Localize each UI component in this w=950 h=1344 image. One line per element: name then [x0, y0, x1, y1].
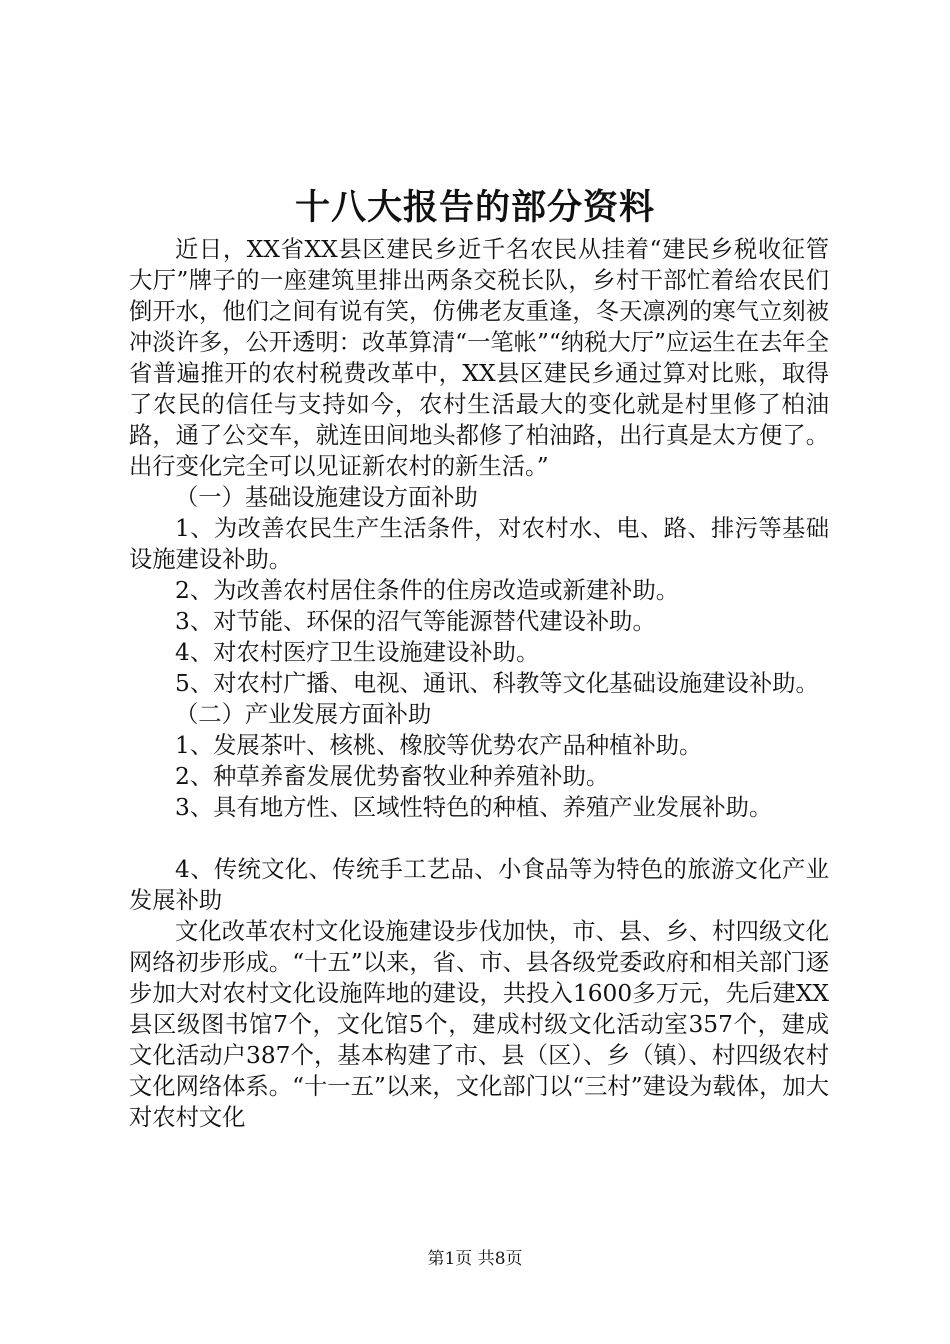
page-footer: 第1页 共8页 — [427, 1249, 523, 1269]
list-item: 3、具有地方性、区域性特色的种植、养殖产业发展补助。 — [175, 794, 773, 821]
list-item: 3、对节能、环保的沼气等能源替代建设补助。 — [175, 608, 656, 635]
list-item: 2、种草养畜发展优势畜牧业种养殖补助。 — [175, 763, 610, 790]
document-body — [129, 234, 829, 1133]
paragraph-culture: 文化改革农村文化设施建设步伐加快，市、县、乡、村四级文化网络初步形成。“十五”以来，省、市、县各级党委政府和相关部门逐步加大对农村文化设施阵地的建设，共投入1600多万元，先后建XX县区级图书馆7个，文化馆5个，建成村级文化活动室357个，建成文化活动户387个，基本构建了市、县（区）、乡（镇）、村四级农村文化网络体系。“十一五”以来，文化部门以“三村”建设为载体，加大对农村文化 — [129, 918, 829, 1131]
list-item: 5、对农村广播、电视、通讯、科教等文化基础设施建设补助。 — [175, 670, 819, 697]
paragraph-intro: 近日，XX省XX县区建民乡近千名农民从挂着“建民乡税收征管大厅”牌子的一座建筑里排出两条交税长队，乡村干部忙着给农民们倒开水，他们之间有说有笑，仿佛老友重逢，冬天凛冽的寒气立刻被冲淡许多，公开透明：改革算清“一笔帐”“纳税大厅”应运生在去年全省普遍推开的农村税费改革中，XX县区建民乡通过算对比账，取得了农民的信任与支持如今，农村生活最大的变化就是村里修了柏油路，通了公交车，就连田间地头都修了柏油路，出行真是太方便了。出行变化完全可以见证新农村的新生活。” — [129, 236, 829, 480]
blank-line — [129, 823, 829, 854]
list-item: 1、发展茶叶、核桃、橡胶等优势农产品种植补助。 — [175, 732, 703, 759]
document-title: 十八大报告的部分资料 — [294, 187, 655, 228]
list-item: 1、为改善农民生产生活条件，对农村水、电、路、排污等基础设施建设补助。 — [129, 515, 829, 573]
list-item: 2、为改善农村居住条件的住房改造或新建补助。 — [175, 577, 680, 604]
list-item: 4、对农村医疗卫生设施建设补助。 — [175, 639, 540, 666]
section-heading-infrastructure: （一）基础设施建设方面补助 — [175, 484, 478, 511]
section-heading-industry: （二）产业发展方面补助 — [175, 701, 432, 728]
list-item: 4、传统文化、传统手工艺品、小食品等为特色的旅游文化产业发展补助 — [129, 856, 829, 914]
